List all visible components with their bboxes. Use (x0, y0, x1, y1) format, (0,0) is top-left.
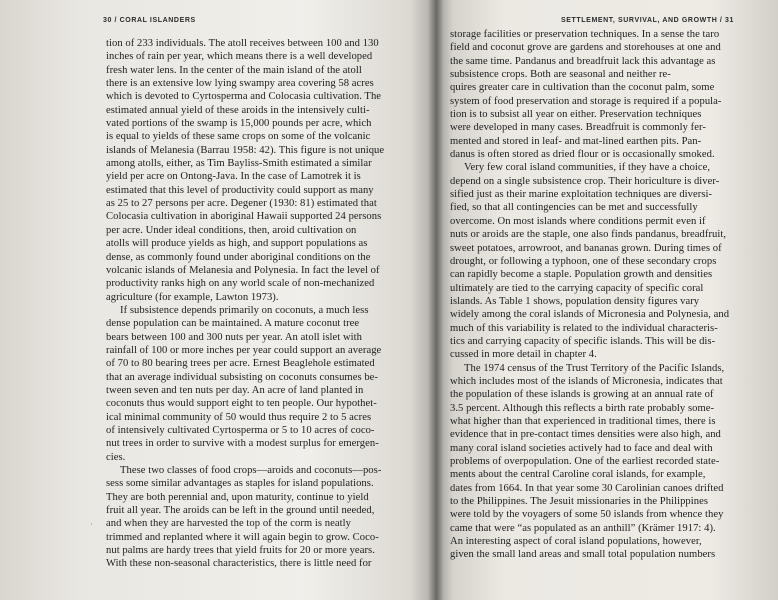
text-line: estimated that this level of productivity could support as many (106, 184, 374, 196)
text-line: which includes most of the islands of Micronesia, indicates that (450, 375, 723, 387)
text-line: These two classes of food crops—aroids and coconuts—pos- (120, 465, 382, 476)
text-line: as 25 to 27 persons per acre. Degener (1930: 81) estimated that (106, 198, 377, 210)
text-line: much of this variability is related to the individual characteris- (450, 322, 718, 334)
text-line: what higher than that experienced in traditional times, there is (450, 415, 716, 427)
text-line: nut palms are hardy trees that yield fruits for 20 or more years. (106, 545, 375, 557)
right-page-text (450, 28, 752, 562)
text-line: storage facilities or preservation techniques. In a sense the taro (450, 29, 720, 40)
page-scan-mark: · (90, 519, 93, 529)
text-line: of 70 to 80 bearing trees per acre. Ernest Beaglehole estimated (106, 358, 375, 370)
text-line: If subsistence depends primarily on coconuts, a much less (120, 304, 369, 316)
text-line: per acre. Under ideal conditions, then, aroid cultivation on (106, 224, 357, 236)
text-line: atolls will produce yields as high, and support populations as (106, 238, 368, 250)
text-line: trimmed and replanted where it will again begin to grow. Coco- (106, 531, 379, 543)
text-line: sified just as their marine exploitation techniques are diversi- (450, 189, 713, 201)
text-line: productivity ranks high on any world scale of non-mechanized (106, 278, 375, 290)
text-line: bears between 100 and 300 nuts per year. An atoll islet with (106, 331, 363, 343)
text-line: among atolls, either, as Tim Bayliss-Smith estimated a similar (106, 158, 372, 170)
text-line: tion of 233 individuals. The atoll receives between 100 and 130 (106, 38, 379, 49)
text-line: ical minimal community of 50 would thus require 2 to 5 acres (106, 411, 372, 423)
text-line: dense population can be maintained. A mature coconut tree (106, 318, 360, 330)
text-line: coconuts thus would support eight to ten people. Our hypothet- (106, 398, 377, 410)
text-line: the population of these islands is growing at an annual rate of (450, 389, 714, 401)
text-line: came that were “as populated as an anthill” (Krämer 1917: 4). (450, 522, 716, 534)
text-line: agriculture (for example, Lawton 1973). (106, 291, 279, 303)
text-line: can rapidly become a staple. Population growth and densities (450, 269, 713, 281)
text-line: evidence that in pre-contact times densities were also high, and (450, 429, 721, 441)
text-line: estimated annual yield of these aroids in the intensively culti- (106, 104, 370, 116)
text-line: the same time. Pandanus and breadfruit lack this advantage as (450, 55, 716, 67)
text-line: ments about the central Caroline coral islands, for example, (450, 469, 706, 481)
text-line: quires greater care in cultivation than the coconut palm, some (450, 82, 715, 94)
text-line: cussed in more detail in chapter 4. (450, 349, 597, 361)
text-line: Very few coral island communities, if they have a choice, (464, 162, 711, 174)
text-line: there is an extensive low lying swampy area covering 58 acres (106, 78, 374, 90)
text-line: yield per acre on Ontong-Java. In the case of Lamotrek it is (106, 171, 361, 183)
text-line: drought, or following a typhoon, one of these secondary crops (450, 255, 717, 267)
text-line: given the small land areas and small total population numbers (450, 549, 716, 561)
text-line: tics and carrying capacity of specific islands. This will be dis- (450, 335, 716, 347)
text-line: volcanic islands of Melanesia and Polynesia. In fact the level of (106, 264, 380, 276)
left-running-head: 30 / CORAL ISLANDERS (103, 17, 196, 24)
text-line: dense, as commonly found under aboriginal conditions on the (106, 251, 371, 263)
text-line: were told by the voyagers of some 50 islands from whence they (450, 509, 724, 521)
text-line: fresh water lens. In the center of the main island of the atoll (106, 64, 362, 76)
text-line: of intensively cultivated Cyrtosperma or 5 to 10 acres of coco- (106, 424, 375, 436)
text-line: many coral island societies actively had to face and deal with (450, 442, 713, 454)
text-line: They are both perennial and, upon maturity, continue to yield (106, 491, 369, 503)
text-line: cies. (106, 451, 126, 463)
text-line: which is devoted to Cyrtosperma and Colocasia cultivation. The (106, 91, 382, 103)
text-line: dates from 1664. In that year some 30 Carolinian canoes drifted (450, 482, 724, 494)
text-line: depend on a single subsistence crop. Their horiculture is diver- (450, 175, 720, 187)
text-line: were developed in many cases. Breadfruit is commonly fer- (450, 122, 706, 134)
text-line: The 1974 census of the Trust Territory of the Pacific Islands, (464, 362, 725, 374)
text-line: With these non-seasonal characteristics, there is little need for (106, 558, 372, 570)
text-line: islands of Melanesia (Barrau 1958: 42). This figure is not unique (106, 144, 385, 156)
text-line: system of food preservation and storage is required if a popula- (450, 95, 722, 107)
text-line: danus is often stored as dried flour or is occasionally smoked. (450, 149, 715, 161)
text-line: Colocasia cultivation in aboriginal Hawaii supported 24 persons (106, 211, 382, 223)
right-running-head: SETTLEMENT, SURVIVAL, AND GROWTH / 31 (561, 17, 734, 24)
text-line: field and coconut grove are gardens and storehouses at one and (450, 42, 721, 54)
text-line: rainfall of 100 or more inches per year could support an average (106, 344, 382, 356)
text-line: is equal to yields of these same crops on some of the volcanic (106, 131, 371, 143)
text-line: An interesting aspect of coral island populations, however, (450, 536, 702, 548)
text-line: to the Philippines. The Jesuit missionaries in the Philippines (450, 496, 709, 508)
text-line: ultimately are tied to the carrying capacity of specific coral (450, 282, 704, 294)
text-line: tween seven and ten nuts per day. An acre of land planted in (106, 384, 364, 396)
text-line: inches of rain per year, which means there is a well developed (106, 51, 373, 63)
text-line: and when they are harvested the top of the corm is neatly (106, 518, 351, 530)
text-line: fied, so that all contingencies can be met and successfully (450, 202, 698, 214)
text-line: widely among the coral islands of Micronesia and Polynesia, and (450, 309, 730, 321)
left-page-text (106, 37, 422, 571)
text-line: nuts or aroids are the staple, one also finds pandanus, breadfruit, (450, 229, 727, 241)
text-line: sweet potatoes, arrowroot, and bananas grown. During times of (450, 242, 722, 254)
text-line: 3.5 percent. Although this reflects a birth rate probably some- (450, 402, 715, 414)
text-line: subsistence crops. Both are seasonal and neither re- (450, 69, 671, 81)
text-line: fruit all year. The aroids can be left in the ground until needed, (106, 505, 375, 517)
text-line: sess some similar advantages as staples for island populations. (106, 478, 374, 490)
text-line: tion is to subsist all year on either. Preservation techniques (450, 109, 702, 121)
book-gutter (428, 0, 444, 600)
text-line: islands. As Table 1 shows, population density figures vary (450, 295, 700, 307)
text-line: problems of overpopulation. One of the earliest recorded state- (450, 456, 720, 467)
right-page (436, 0, 778, 600)
text-line: mented and stored in leaf- and mat-lined earthen pits. Pan- (450, 135, 702, 147)
text-line: overcome. On most islands where conditions permit even if (450, 215, 706, 227)
text-line: nut trees in order to survive with a modest surplus for emergen- (106, 438, 379, 450)
text-line: vated portions of the swamp is 15,000 pounds per acre, which (106, 118, 372, 130)
text-line: that an average individual subsisting on coconuts consumes be- (106, 371, 379, 383)
